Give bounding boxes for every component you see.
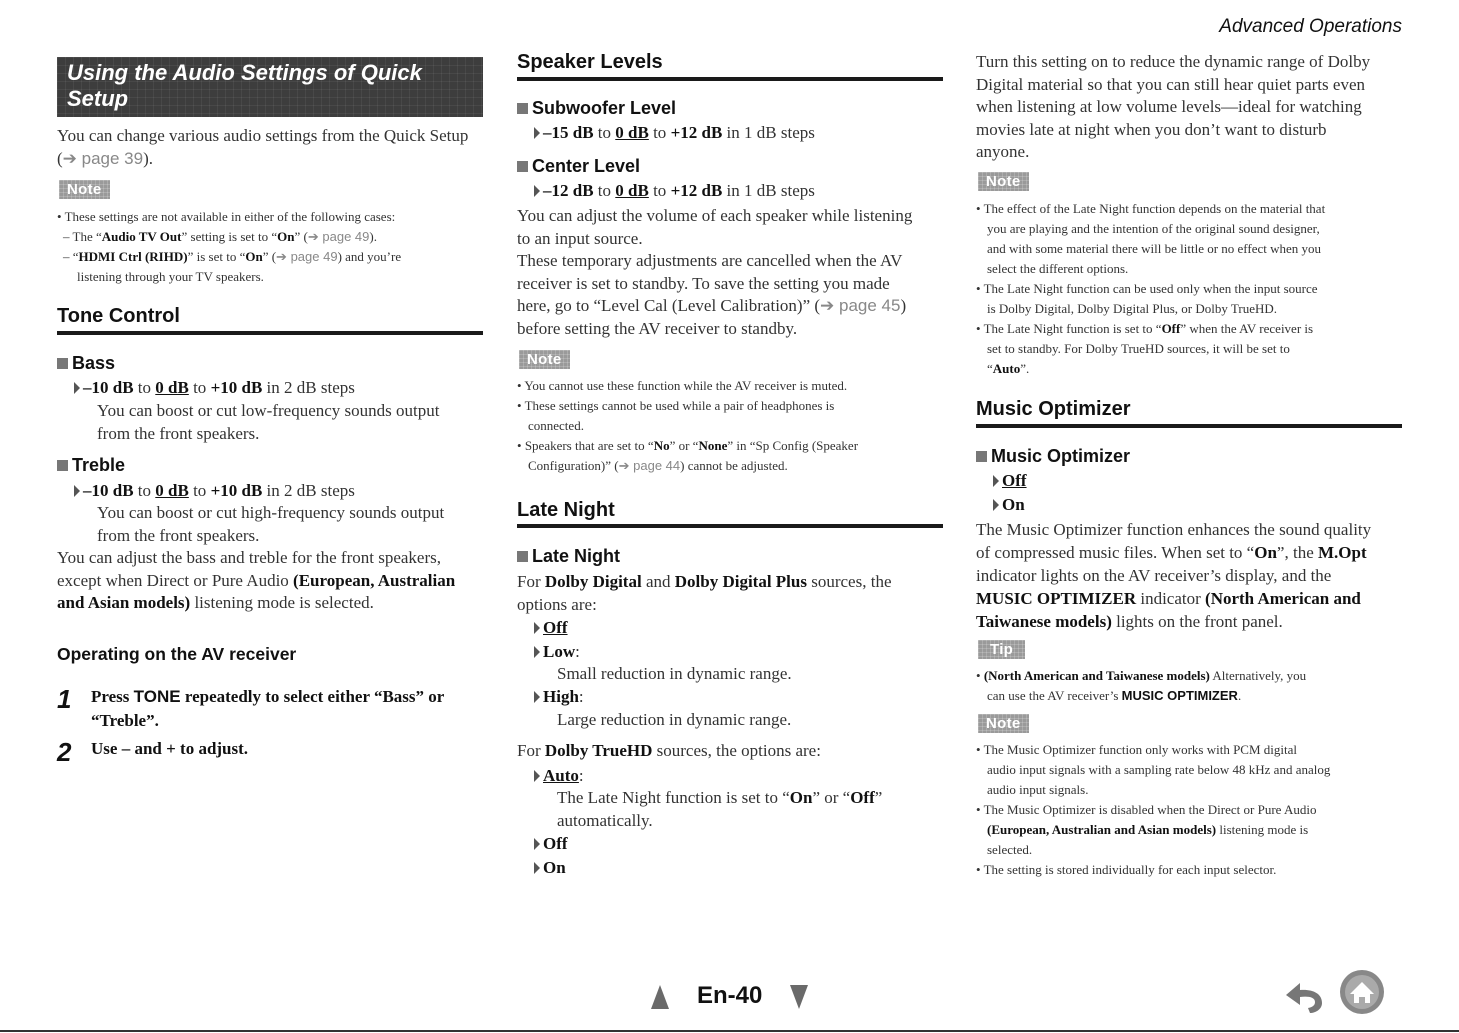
section-rule (517, 77, 943, 81)
page-number: En-40 (697, 982, 763, 1009)
home-icon[interactable] (1338, 968, 1386, 1016)
note-subitem: – “HDMI Ctrl (RIHD)” is set to “On” (➔ page 49) and you’re (63, 249, 402, 264)
square-bullet-icon (517, 551, 528, 562)
square-bullet-icon (57, 358, 68, 369)
triangle-bullet-icon (993, 475, 999, 487)
square-bullet-icon (517, 161, 528, 172)
triangle-bullet-icon (74, 485, 80, 497)
option-auto-desc: The Late Night function is set to “On” or “Off” automatically. (557, 788, 883, 830)
triangle-bullet-icon (534, 622, 540, 634)
bass-description: You can boost or cut low-frequency sounds output from the front speakers. (97, 401, 440, 443)
speaker-paragraph: You can adjust the volume of each speaker while listening to an input source. These temporary adjustments are cancelled when the AV receiver is set to standby. To save the setting you made here, go to “Level Cal (Level Calibration)” (➔ page 45) before setting the AV receiver to standby. (517, 206, 913, 338)
section-banner (57, 57, 483, 117)
subwoofer-heading: Subwoofer Level (517, 98, 676, 119)
triangle-bullet-icon (74, 382, 80, 394)
tip-list: • (North American and Taiwanese models) Alternatively, you can use the AV receiver’s MUSIC OPTIMIZER. (976, 666, 1404, 706)
option-off: Off (534, 617, 568, 640)
triangle-bullet-icon (534, 691, 540, 703)
tone-control-title: Tone Control (57, 305, 180, 327)
arrow-icon: ➔ (62, 148, 82, 168)
note-list: • The Music Optimizer function only works with PCM digital audio input signals with a sampling rate below 48 kHz and analog audio input signals. • The Music Optimizer is disabled when the Direct or Pure Audio (European, Australian and Asian models) listening mode is selected. • The setting is stored individually for each input selector. (976, 740, 1404, 880)
page-link-49[interactable]: page 49 (322, 229, 370, 244)
triangle-bullet-icon (534, 770, 540, 782)
note-list: • You cannot use these function while the AV receiver is muted. • These settings cannot be used while a pair of headphones is connected. • Speakers that are set to “No” or “None” in “Sp Config (Speaker Configuration)” (➔ page 44) cannot be adjusted. (517, 376, 943, 476)
tip-badge: Tip (978, 640, 1025, 659)
treble-heading: Treble (57, 455, 125, 476)
truehd-paragraph: For Dolby TrueHD sources, the options are: (517, 741, 821, 760)
treble-description: You can boost or cut high-frequency sounds output from the front speakers. (97, 503, 445, 545)
note-item: • The Late Night function is set to “Off” when the AV receiver is (976, 321, 1314, 336)
late-night-heading: Late Night (517, 546, 620, 567)
subwoofer-range: –15 dB to 0 dB to +12 dB in 1 dB steps (534, 122, 815, 145)
note-item: • The Music Optimizer is disabled when the Direct or Pure Audio (976, 802, 1317, 817)
late-night-title: Late Night (517, 499, 615, 521)
section-header: Advanced Operations (1219, 16, 1402, 37)
page-link-49[interactable]: page 49 (290, 249, 338, 264)
note-item: • Speakers that are set to “No” or “None” in “Sp Config (Speaker (517, 438, 859, 453)
page-link-39[interactable]: page 39 (81, 148, 144, 168)
section-rule (517, 524, 943, 528)
footer-rule (0, 1030, 1459, 1032)
speaker-levels-title: Speaker Levels (517, 51, 663, 73)
note-list: • The effect of the Late Night function depends on the material that you are playing and the intention of the original sound designer, and with some material there will be little or no effect when you select the different options. • The Late Night function can be used only when the input source is Dolby Digital, Dolby Digital Plus, or Dolby TrueHD. • The Late Night function is set to “Off” when the AV receiver is set to standby. For Dolby TrueHD sources, it will be set to “Auto”. (976, 199, 1404, 379)
tip-item: • (North American and Taiwanese models) Alternatively, you (976, 668, 1307, 683)
next-page-icon[interactable] (789, 983, 809, 1011)
note-badge: Note (978, 172, 1029, 191)
option-off-2: Off (534, 833, 568, 856)
note-item: • The Late Night function can be used only when the input source (976, 281, 1318, 296)
note-subitem: – The “Audio TV Out” setting is set to “On” (➔ page 49). (63, 229, 377, 244)
previous-page-icon[interactable] (650, 983, 670, 1011)
adjust-paragraph: You can adjust the bass and treble for the front speakers, except when Direct or Pure Audio (European, Australian and Asian models) listening mode is selected. (57, 548, 456, 612)
late-night-description: Turn this setting on to reduce the dynamic range of Dolby Digital material so that you can still hear quiet parts even when listening at low volume levels—ideal for watching movies late at night when you don’t want to disturb anyone. (976, 52, 1371, 161)
triangle-bullet-icon (993, 499, 999, 511)
note-badge: Note (59, 180, 110, 199)
square-bullet-icon (976, 451, 987, 462)
note-item: • These settings cannot be used while a pair of headphones is (517, 398, 835, 413)
option-off: Off (993, 470, 1027, 493)
option-low: Low: (534, 641, 580, 664)
option-on: On (993, 494, 1025, 517)
square-bullet-icon (517, 103, 528, 114)
late-night-paragraph: For Dolby Digital and Dolby Digital Plus sources, the options are: (517, 572, 892, 614)
triangle-bullet-icon (534, 127, 540, 139)
square-bullet-icon (57, 460, 68, 471)
page-link-44[interactable]: page 44 (633, 458, 681, 473)
step-1-text: Press TONE repeatedly to select either “Bass” or “Treble”. (91, 687, 445, 730)
page-link-45[interactable]: page 45 (839, 296, 901, 315)
treble-range: –10 dB to 0 dB to +10 dB in 2 dB steps (74, 480, 355, 503)
triangle-bullet-icon (534, 646, 540, 658)
triangle-bullet-icon (534, 185, 540, 197)
center-heading: Center Level (517, 156, 640, 177)
note-item: • You cannot use these function while the AV receiver is muted. (517, 378, 848, 393)
option-auto: Auto: (534, 765, 584, 788)
note-badge: Note (978, 714, 1029, 733)
operating-heading: Operating on the AV receiver (57, 644, 297, 664)
option-low-desc: Small reduction in dynamic range. (557, 664, 792, 683)
step-number: 2 (57, 737, 72, 767)
section-rule (976, 424, 1402, 428)
note-item: • The Music Optimizer function only works with PCM digital (976, 742, 1297, 757)
intro-paragraph: You can change various audio settings from the Quick Setup (➔ page 39). (57, 126, 469, 168)
triangle-bullet-icon (534, 862, 540, 874)
step-2-text: Use – and + to adjust. (91, 739, 249, 758)
banner-title: Using the Audio Settings of Quick Setup (67, 60, 422, 111)
option-on: On (534, 857, 566, 880)
note-list: • These settings are not available in either of the following cases: – The “Audio TV Out” setting is set to “On” (➔ page 49). – “HDMI Ctrl (RIHD)” is set to “On” (➔ page 49) and you’re listening through your TV speakers. (57, 207, 485, 287)
music-optimizer-heading: Music Optimizer (976, 446, 1130, 467)
bass-range: –10 dB to 0 dB to +10 dB in 2 dB steps (74, 377, 355, 400)
option-high: High: (534, 686, 584, 709)
note-item: • The setting is stored individually for each input selector. (976, 862, 1277, 877)
music-optimizer-title: Music Optimizer (976, 398, 1131, 420)
music-optimizer-paragraph: The Music Optimizer function enhances the sound quality of compressed music files. When set to “On”, the M.Opt indicator lights on the AV receiver’s display, and the MUSIC OPTIMIZER indicator (North American and Taiwanese models) lights on the front panel. (976, 520, 1372, 631)
option-high-desc: Large reduction in dynamic range. (557, 710, 792, 729)
note-badge: Note (519, 350, 570, 369)
section-rule (57, 331, 483, 335)
back-arrow-icon[interactable] (1280, 975, 1330, 1015)
triangle-bullet-icon (534, 838, 540, 850)
center-range: –12 dB to 0 dB to +12 dB in 1 dB steps (534, 180, 815, 203)
note-item: • The effect of the Late Night function depends on the material that (976, 201, 1326, 216)
note-item: • These settings are not available in either of the following cases: (57, 209, 396, 224)
bass-heading: Bass (57, 353, 115, 374)
step-number: 1 (57, 684, 72, 714)
